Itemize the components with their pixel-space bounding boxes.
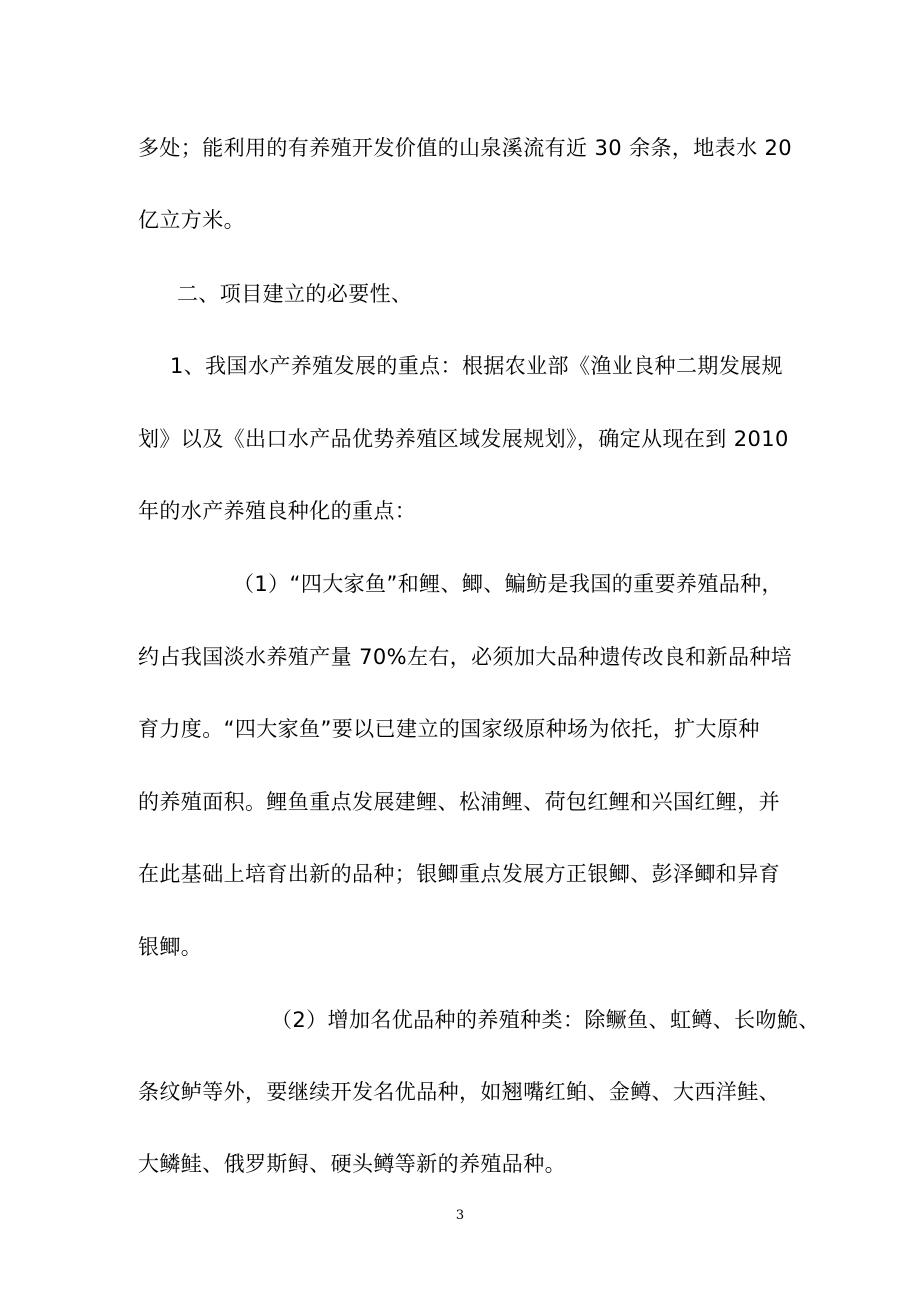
text-line: 的养殖面积。鲤鱼重点发展建鲤、松浦鲤、荷包红鲤和兴国红鲤，并 [138, 790, 780, 814]
text-line: 条纹鲈等外，要继续开发名优品种，如翘嘴红鲌、金鳟、大西洋鲑、 [138, 1080, 780, 1104]
text-line: 在此基础上培育出新的品种；银鲫重点发展方正银鲫、彭泽鲫和异育 [138, 862, 780, 886]
text-line: 大鳞鲑、俄罗斯鲟、硬头鳟等新的养殖品种。 [138, 1152, 566, 1176]
section-heading: 二、项目建立的必要性、 [177, 282, 413, 306]
page-number: 3 [455, 1208, 465, 1223]
text-line: 多处；能利用的有养殖开发价值的山泉溪流有近 30 余条，地表水 20 [138, 136, 793, 160]
text-line: 约占我国淡水养殖产量 70%左右，必须加大品种遗传改良和新品种培 [138, 645, 793, 669]
text-line: 亿立方米。 [138, 208, 245, 232]
list-item-start: （1）“四大家鱼”和鲤、鲫、鳊鲂是我国的重要养殖品种， [233, 572, 783, 596]
text-line: 年的水产养殖良种化的重点： [138, 499, 417, 523]
paragraph-start: 1、我国水产养殖发展的重点：根据农业部《渔业良种二期发展规 [170, 354, 783, 378]
text-line: 银鲫。 [138, 935, 203, 959]
text-line: 划》以及《出口水产品优势养殖区域发展规划》，确定从现在到 2010 [138, 427, 789, 451]
list-item-start: （2）增加名优品种的养殖种类：除鳜鱼、虹鳟、长吻鮠、 [271, 1008, 820, 1032]
text-line: 育力度。“四大家鱼”要以已建立的国家级原种场为依托，扩大原种 [138, 717, 760, 741]
